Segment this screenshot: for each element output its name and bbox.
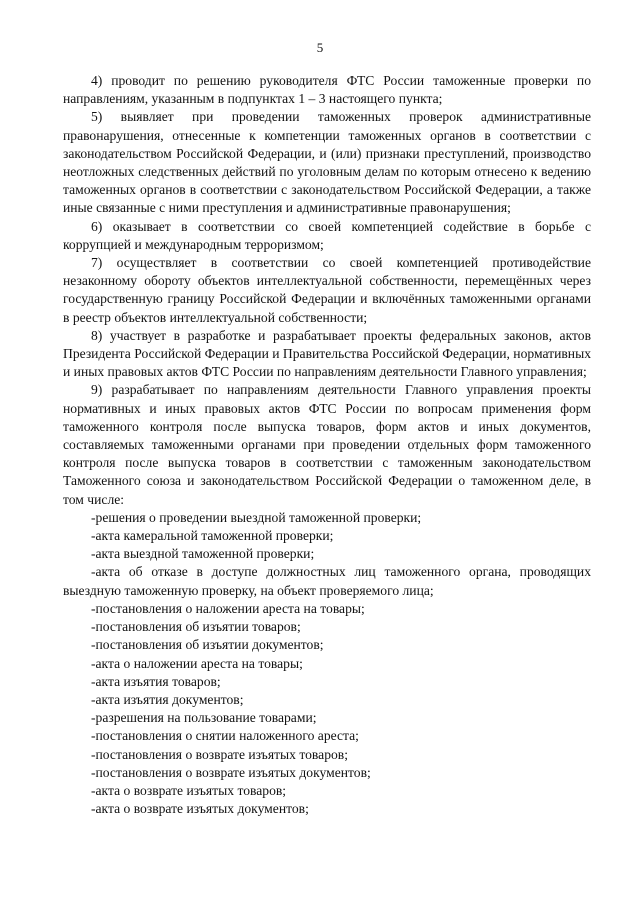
paragraph-item-7: 7) осуществляет в соответствии со своей компетенцией противодействие незаконному обороту объектов интеллектуальной собственности, перемещённых через государственную границу Российской Федерации и включённых таможенными органами в реестр объектов интеллектуальной собственности; [63,255,591,325]
list-item: -постановления об изъятии документов; [91,637,324,653]
list-item: -постановления о возврате изъятых документов; [91,764,371,780]
list-item: -акта камеральной таможенной проверки; [91,528,334,544]
list-item: -акта об отказе в доступе должностных лиц таможенного органа, проводящих выездную таможенную проверку, на объект проверяемого лица; [63,564,591,598]
list-item: -постановления об изъятии товаров; [91,619,301,635]
list-item: -акта выездной таможенной проверки; [91,546,315,562]
list-item: -разрешения на пользование товарами; [91,710,317,726]
list-item: -постановления о возврате изъятых товаров; [91,746,348,762]
list-item: -постановления о снятии наложенного ареста; [91,728,359,744]
list-item: -акта о возврате изъятых товаров; [91,782,287,798]
list-item: -акта изъятия товаров; [91,673,221,689]
paragraph-item-8: 8) участвует в разработке и разрабатывает проекты федеральных законов, актов Президента Российской Федерации и Правительства Российской Федерации, нормативных и иных правовых актов ФТС России по направлениям деятельности Главного управления; [63,327,591,380]
page-number: 5 [316,40,324,55]
list-item: -решения о проведении выездной таможенной проверки; [91,509,422,525]
document-body [63,72,591,818]
list-item: -акта изъятия документов; [91,691,244,707]
paragraph-item-5: 5) выявляет при проведении таможенных проверок административные правонарушения, отнесенные к компетенции таможенных органов в соответствии с законодательством Российской Федерации, и (или) признаки преступлений, производство неотложных следственных действий по уголовным делам по которым отнесено к ведению таможенных органов в соответствии с законодательством Российской Федерации, а также иные связанные с ними преступления и административные правонарушения; [63,109,591,216]
list-item: -постановления о наложении ареста на товары; [91,600,365,616]
paragraph-item-6: 6) оказывает в соответствии со своей компетенцией содействие в борьбе с коррупцией и международным терроризмом; [63,218,591,252]
paragraph-item-9: 9) разрабатывает по направлениям деятельности Главного управления проекты нормативных и иных правовых актов ФТС России по вопросам применения форм таможенного контроля после выпуска товаров, форм актов и иных документов, составляемых таможенными органами при проведении отдельных форм таможенного контроля после выпуска товаров в соответствии с таможенным законодательством Таможенного союза и законодательством Российской Федерации о таможенном деле, в том числе: [63,382,591,507]
list-item: -акта о наложении ареста на товары; [91,655,303,671]
list-item: -акта о возврате изъятых документов; [91,801,309,817]
paragraph-item-4: 4) проводит по решению руководителя ФТС России таможенные проверки по направлениям, указанным в подпунктах 1 – 3 настоящего пункта; [63,73,591,107]
